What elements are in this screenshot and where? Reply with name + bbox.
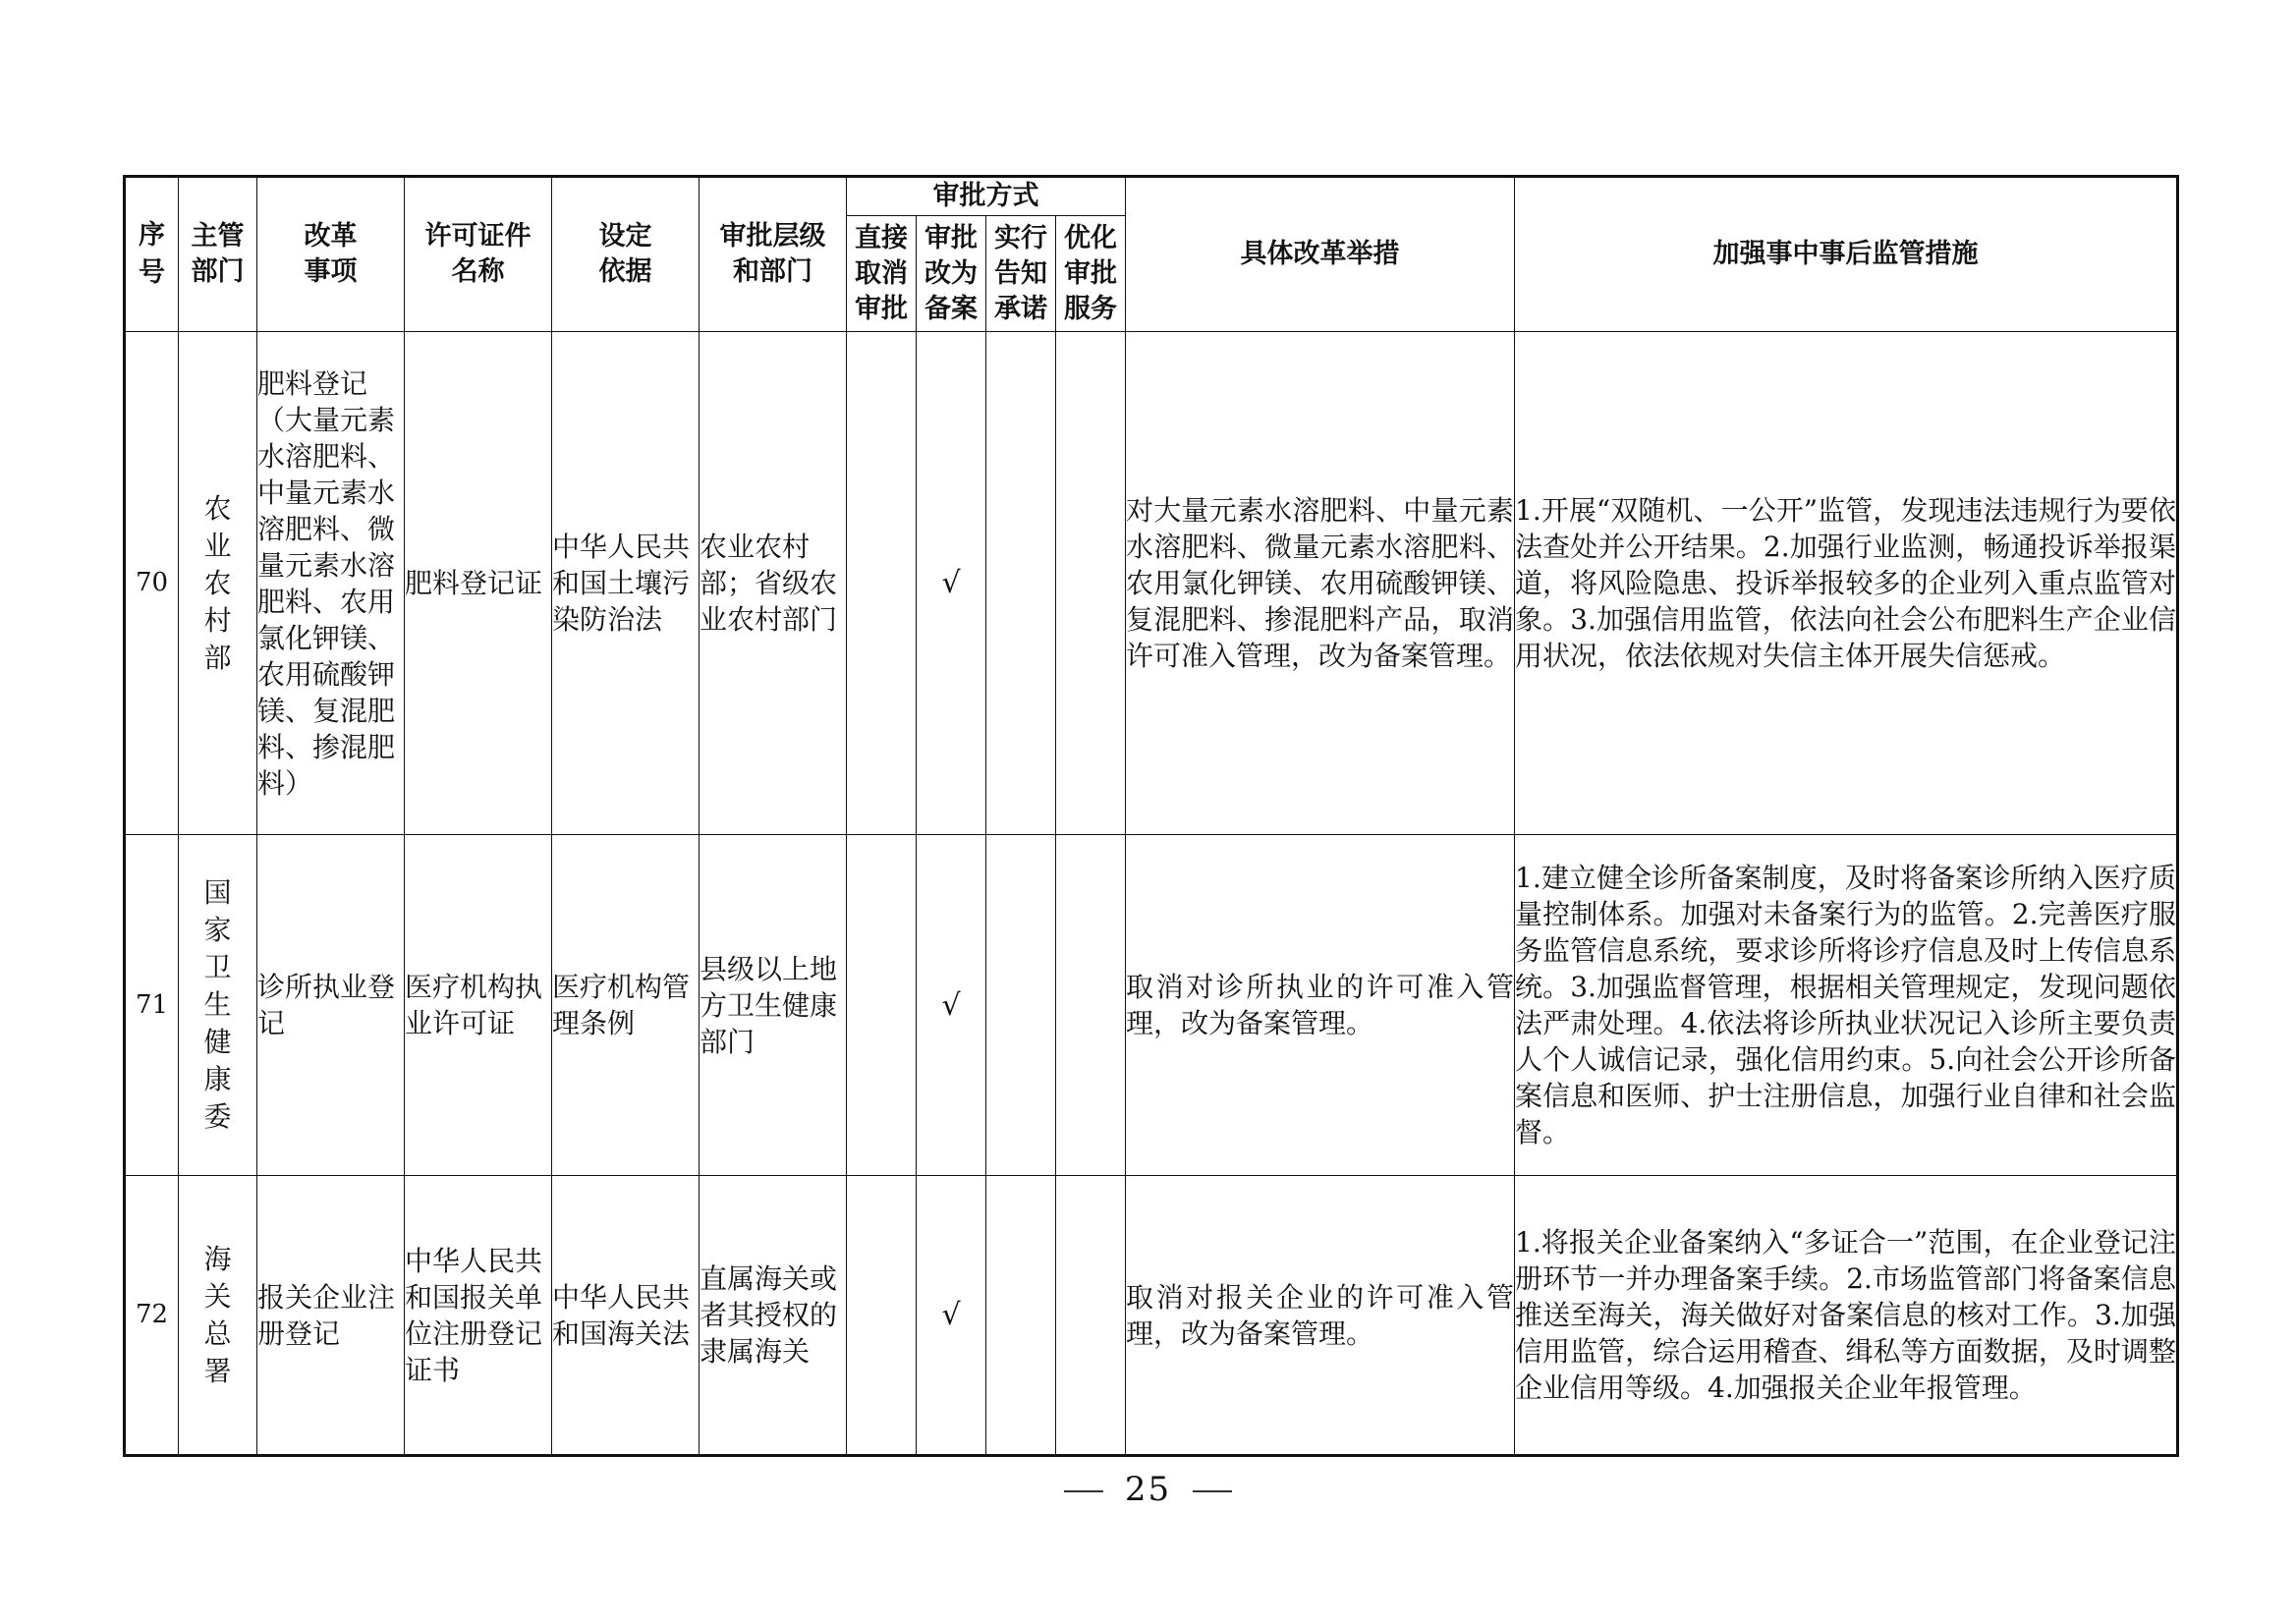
row-license: 中华人民共和国报关单位注册登记证书 bbox=[405, 1176, 552, 1456]
dash-left bbox=[1064, 1490, 1103, 1492]
check-mark: √ bbox=[917, 835, 986, 1176]
row-basis: 医疗机构管理条例 bbox=[552, 835, 700, 1176]
row-mode-cancel bbox=[847, 835, 917, 1176]
row-dept: 国家卫生健康委 bbox=[179, 835, 257, 1176]
header-dept: 主管部门 bbox=[179, 177, 257, 332]
header-mode-optimize: 优化审批服务 bbox=[1056, 216, 1126, 332]
row-mode-notify bbox=[986, 835, 1056, 1176]
table-row bbox=[125, 835, 2178, 1176]
row-item: 报关企业注册登记 bbox=[257, 1176, 405, 1456]
row-seq: 72 bbox=[125, 1176, 179, 1456]
row-mode-optimize bbox=[1056, 1176, 1126, 1456]
row-dept: 农业农村部 bbox=[179, 332, 257, 835]
row-mode-notify bbox=[986, 1176, 1056, 1456]
row-measures: 对大量元素水溶肥料、中量元素水溶肥料、微量元素水溶肥料、农用氯化钾镁、农用硫酸钾镁、复混肥料、掺混肥料产品，取消许可准入管理，改为备案管理。 bbox=[1126, 332, 1515, 835]
row-measures: 取消对诊所执业的许可准入管理，改为备案管理。 bbox=[1126, 835, 1515, 1176]
row-mode-cancel bbox=[847, 1176, 917, 1456]
row-mode-optimize bbox=[1056, 332, 1126, 835]
header-supervision: 加强事中事后监管措施 bbox=[1515, 177, 2178, 332]
page-number: 25 bbox=[1124, 1470, 1172, 1509]
header-basis: 设定依据 bbox=[552, 177, 700, 332]
table-row bbox=[125, 332, 2178, 835]
row-supervision: 1.开展“双随机、一公开”监管，发现违法违规行为要依法查处并公开结果。2.加强行业监测，畅通投诉举报渠道，将风险隐患、投诉举报较多的企业列入重点监管对象。3.加强信用监管，依法向社会公布肥料生产企业信用状况，依法依规对失信主体开展失信惩戒。 bbox=[1515, 332, 2178, 835]
header-mode-notify: 实行告知承诺 bbox=[986, 216, 1056, 332]
row-seq: 71 bbox=[125, 835, 179, 1176]
row-mode-cancel bbox=[847, 332, 917, 835]
row-dept: 海关总署 bbox=[179, 1176, 257, 1456]
row-basis: 中华人民共和国土壤污染防治法 bbox=[552, 332, 700, 835]
row-basis: 中华人民共和国海关法 bbox=[552, 1176, 700, 1456]
page-footer bbox=[0, 1470, 2296, 1509]
check-mark: √ bbox=[917, 332, 986, 835]
dash-right bbox=[1193, 1490, 1232, 1492]
row-seq: 70 bbox=[125, 332, 179, 835]
row-mode-notify bbox=[986, 332, 1056, 835]
header-row-top bbox=[125, 177, 2178, 216]
header-mode-cancel: 直接取消审批 bbox=[847, 216, 917, 332]
header-level: 审批层级和部门 bbox=[700, 177, 847, 332]
check-mark: √ bbox=[917, 1176, 986, 1456]
row-mode-optimize bbox=[1056, 835, 1126, 1176]
row-level: 农业农村部；省级农业农村部门 bbox=[700, 332, 847, 835]
header-measures: 具体改革举措 bbox=[1126, 177, 1515, 332]
row-level: 直属海关或者其授权的隶属海关 bbox=[700, 1176, 847, 1456]
header-item: 改革事项 bbox=[257, 177, 405, 332]
header-license: 许可证件名称 bbox=[405, 177, 552, 332]
header-approval-group: 审批方式 bbox=[847, 177, 1126, 216]
row-license: 医疗机构执业许可证 bbox=[405, 835, 552, 1176]
row-license: 肥料登记证 bbox=[405, 332, 552, 835]
header-seq: 序号 bbox=[125, 177, 179, 332]
row-level: 县级以上地方卫生健康部门 bbox=[700, 835, 847, 1176]
row-supervision: 1.建立健全诊所备案制度，及时将备案诊所纳入医疗质量控制体系。加强对未备案行为的监管。2.完善医疗服务监管信息系统，要求诊所将诊疗信息及时上传信息系统。3.加强监督管理，根据相关管理规定，发现问题依法严肃处理。4.依法将诊所执业状况记入诊所主要负责人个人诚信记录，强化信用约束。5.向社会公开诊所备案信息和医师、护士注册信息，加强行业自律和社会监督。 bbox=[1515, 835, 2178, 1176]
table-row bbox=[125, 1176, 2178, 1456]
reform-table bbox=[123, 175, 2179, 1457]
row-measures: 取消对报关企业的许可准入管理，改为备案管理。 bbox=[1126, 1176, 1515, 1456]
row-item: 诊所执业登记 bbox=[257, 835, 405, 1176]
row-supervision: 1.将报关企业备案纳入“多证合一”范围，在企业登记注册环节一并办理备案手续。2.市场监管部门将备案信息推送至海关，海关做好对备案信息的核对工作。3.加强信用监管，综合运用稽查、缉私等方面数据，及时调整企业信用等级。4.加强报关企业年报管理。 bbox=[1515, 1176, 2178, 1456]
header-mode-filing: 审批改为备案 bbox=[917, 216, 986, 332]
row-item: 肥料登记（大量元素水溶肥料、中量元素水溶肥料、微量元素水溶肥料、农用氯化钾镁、农用硫酸钾镁、复混肥料、掺混肥料） bbox=[257, 332, 405, 835]
